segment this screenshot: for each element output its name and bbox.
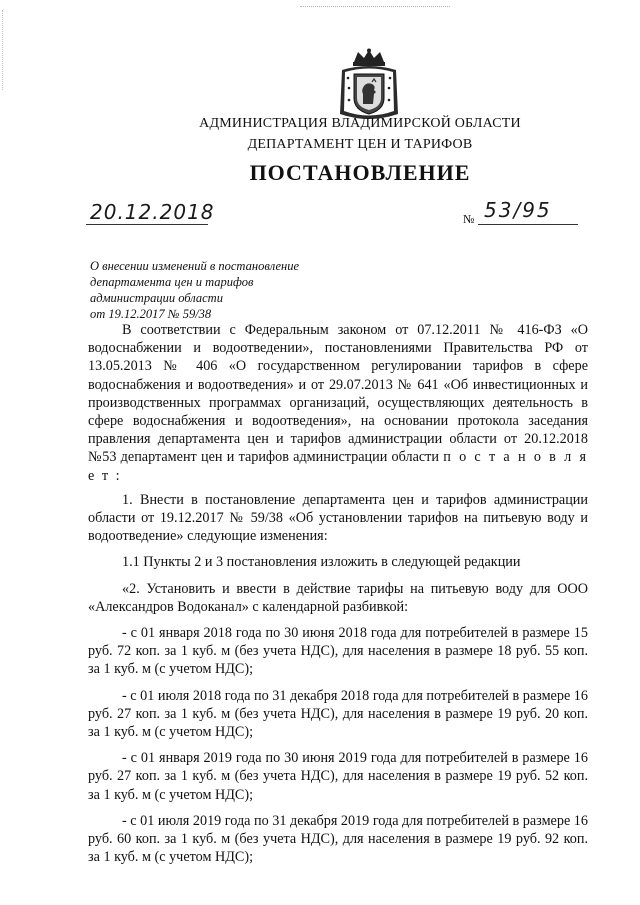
document-body	[88, 321, 588, 866]
subject-line: департамента цен и тарифов	[90, 275, 254, 289]
handwritten-date: 20.12.2018	[90, 200, 215, 224]
item-1-1-paragraph: 1.1 Пункты 2 и 3 постановления изложить в следующей редакции	[122, 554, 521, 571]
document-type-title: ПОСТАНОВЛЕНИЕ	[249, 160, 471, 185]
number-sign: №	[463, 212, 475, 226]
coat-of-arms-icon	[336, 48, 402, 124]
tariff-period-paragraph: - с 01 января 2018 года по 30 июня 2018 года для потребителей в размере 15 руб. 72 коп. за 1 куб. м (без учета НДС), для населения в размере 18 руб. 55 коп. за 1 куб. м (с учетом НДС);	[88, 625, 588, 678]
subject-line: администрации области	[90, 291, 223, 305]
tariff-period-paragraph: - с 01 января 2019 года по 30 июня 2019 года для потребителей в размере 16 руб. 27 коп. за 1 куб. м (без учета НДС), для населения в размере 19 руб. 52 коп. за 1 куб. м (с учетом НДС);	[88, 750, 588, 803]
document-subject	[90, 258, 350, 322]
item-2-paragraph: «2. Установить и ввести в действие тарифы на питьевую воду для ООО «Александров Водоканал» с календарной разбивкой:	[88, 580, 588, 615]
handwritten-document-number: 53/95	[484, 198, 552, 222]
number-underline	[478, 224, 578, 225]
preamble-text: В соответствии с Федеральным законом от 07.12.2011 № 416-ФЗ «О водоснабжении и водоотведении», постановлениями Правительства РФ от 13.05.2013 № 406 «О государственном регулировании тарифов в сфере водоснабжения и водоотведения» и от 29.07.2013 № 641 «Об инвестиционных и производственных программах организаций, осуществляющих деятельность в сфере водоснабжения и водоотведения», на основании протокола заседания правления департамента цен и тарифов администрации области от 20.12.2018 №53 департамент цен и тарифов администрации области	[88, 322, 588, 466]
department-name: ДЕПАРТАМЕНТ ЦЕН И ТАРИФОВ	[247, 137, 473, 152]
tariff-period-paragraph: - с 01 июля 2019 года по 31 декабря 2019 года для потребителей в размере 16 руб. 60 коп. за 1 куб. м (без учета НДС), для населения в размере 19 руб. 92 коп. за 1 куб. м (с учетом НДС);	[88, 812, 588, 866]
resolves-word: п о с т а н о в л я е т :	[88, 449, 588, 484]
preamble-paragraph	[88, 321, 588, 485]
organization-name: АДМИНИСТРАЦИЯ ВЛАДИМИРСКОЙ ОБЛАСТИ	[199, 116, 521, 131]
scan-top-noise	[300, 6, 450, 9]
date-underline	[86, 224, 208, 225]
item-1-paragraph: 1. Внести в постановление департамента цен и тарифов администрации области от 19.12.2017 № 59/38 «Об установлении тарифов на питьевую воду и водоотведение» следующие изменения:	[88, 491, 588, 545]
tariff-period-paragraph: - с 01 июля 2018 года по 31 декабря 2018 года для потребителей в размере 16 руб. 27 коп. за 1 куб. м (без учета НДС), для населения в размере 19 руб. 20 коп. за 1 куб. м (с учетом НДС);	[88, 687, 588, 741]
subject-line: от 19.12.2017 № 59/38	[90, 307, 212, 321]
scan-edge-noise	[2, 10, 13, 90]
subject-line: О внесении изменений в постановление	[90, 259, 300, 273]
